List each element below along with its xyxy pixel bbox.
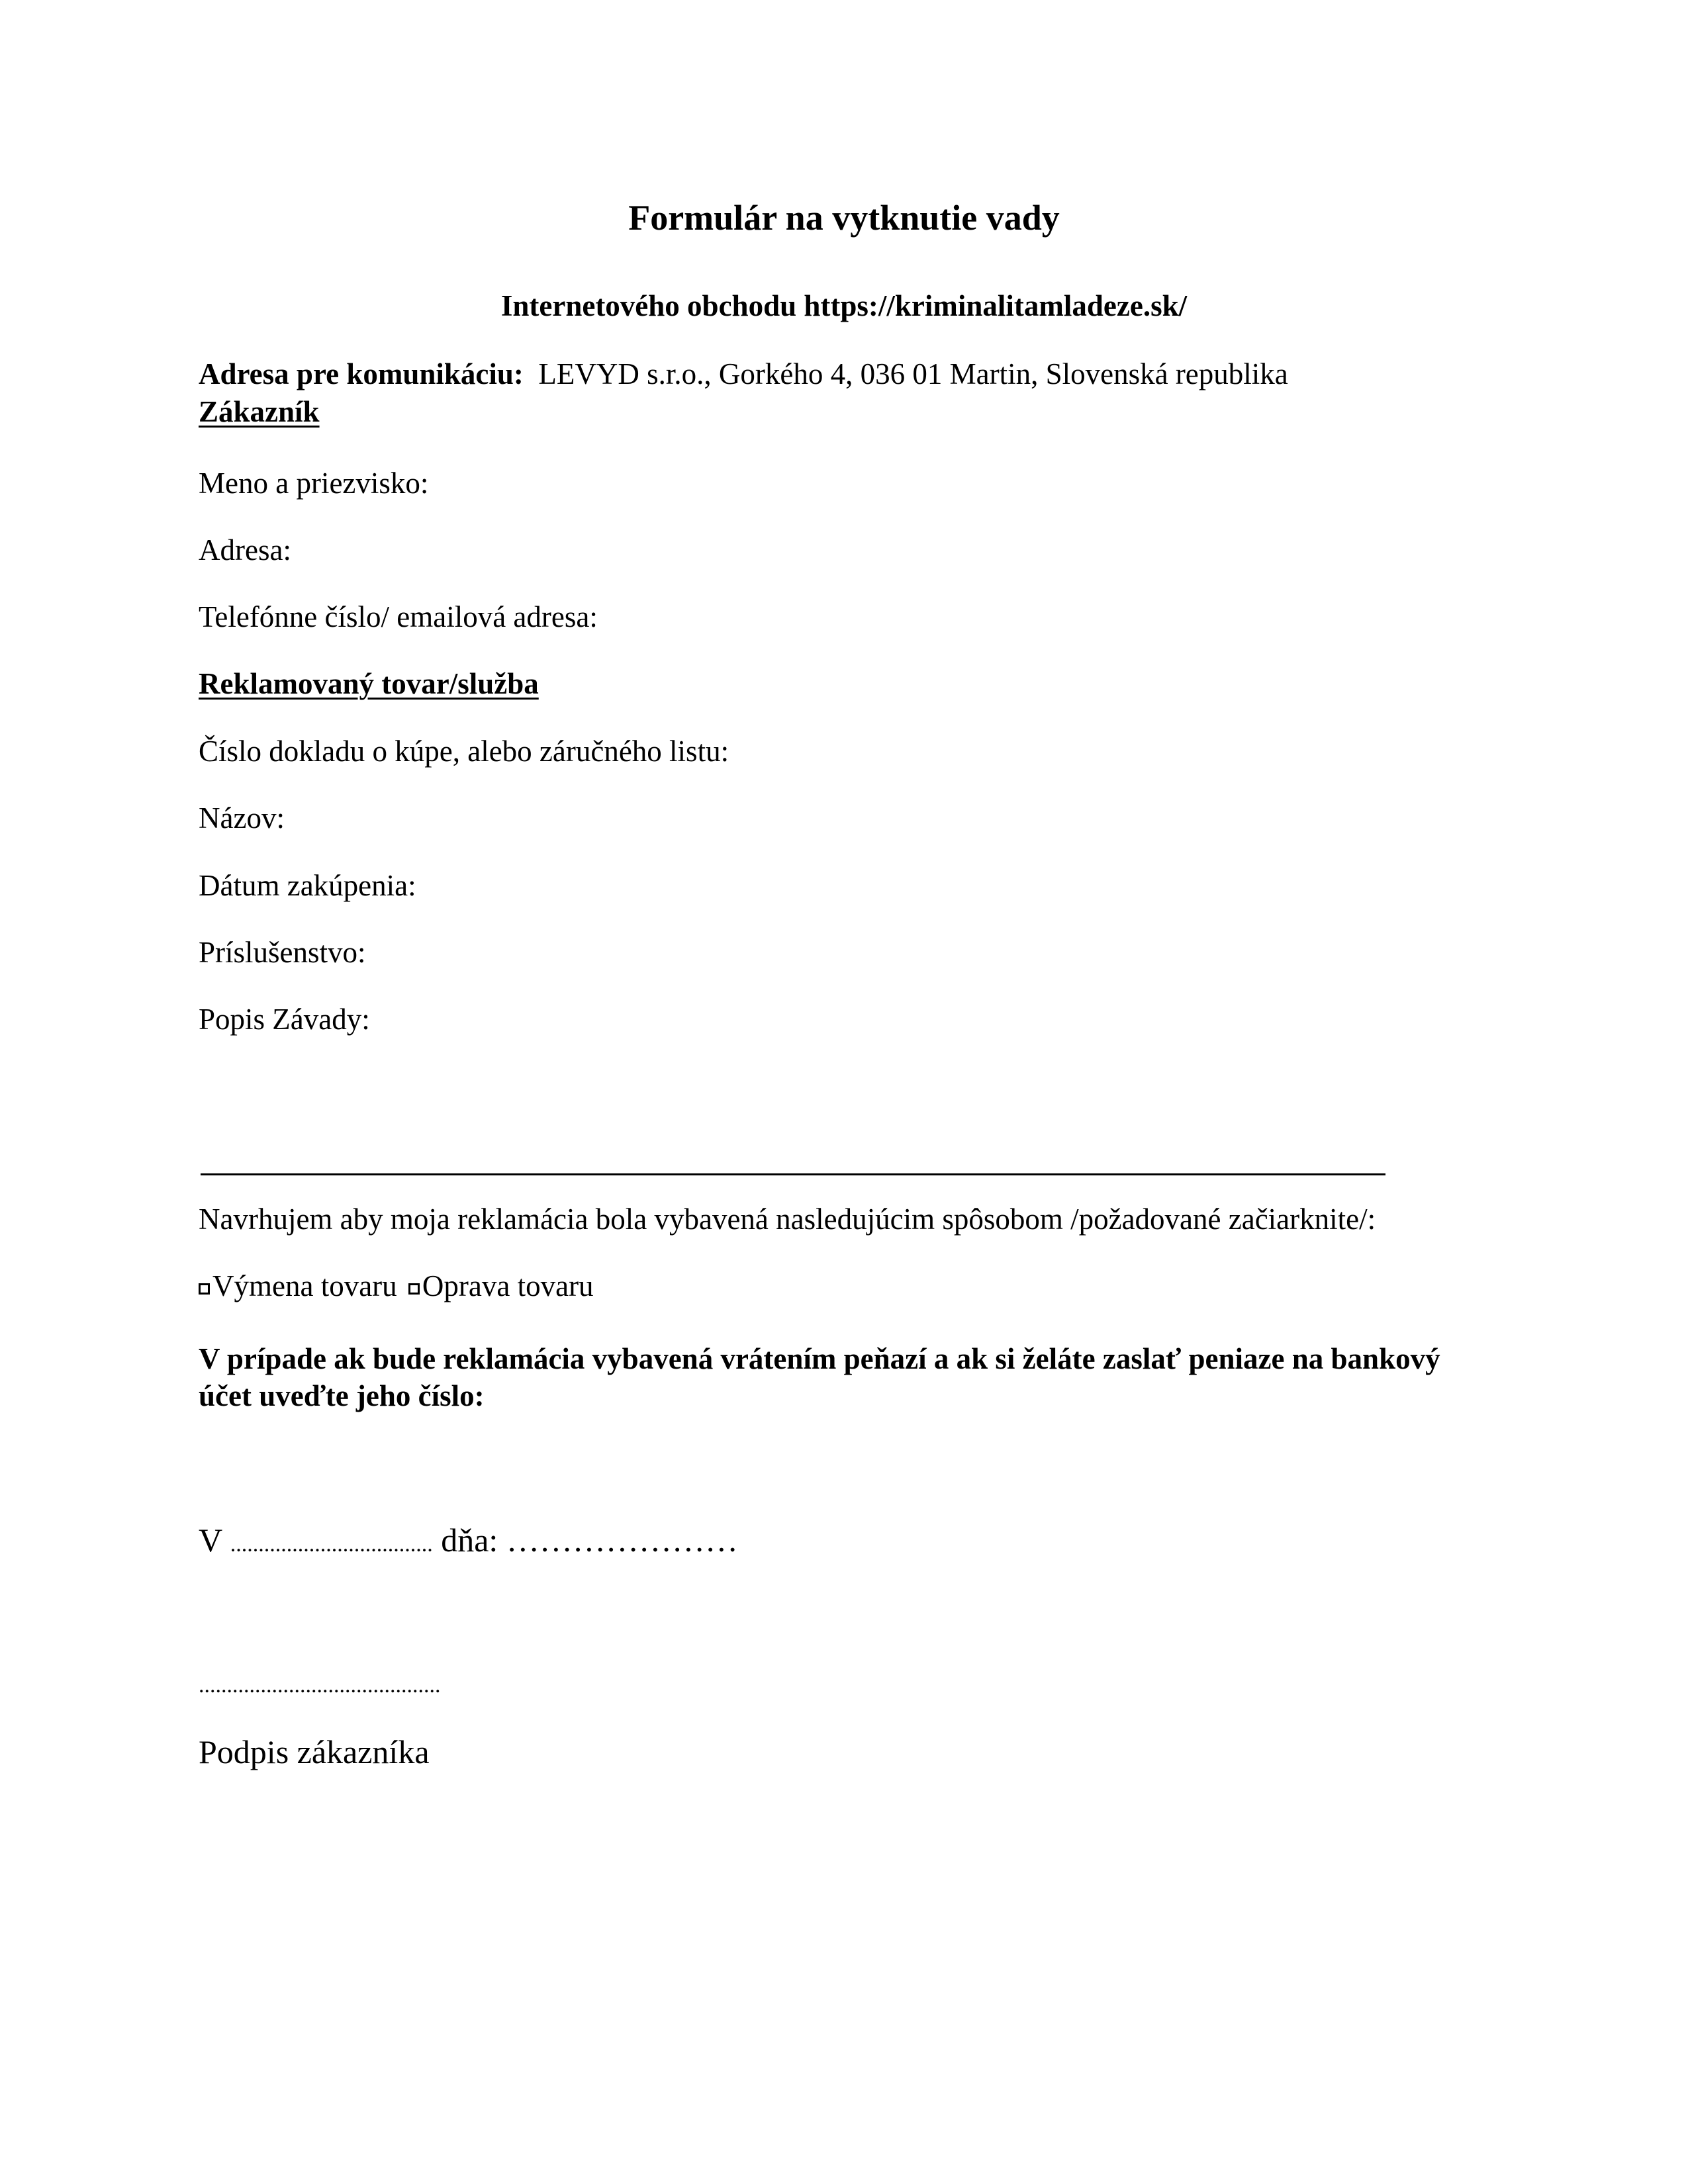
refund-note-line-1: V prípade ak bude reklamácia vybavená vrátením peňazí a ak si želáte zaslať peniaze na bankový (199, 1342, 1440, 1375)
field-receipt-number: Číslo dokladu o kúpe, alebo záručného listu: (199, 735, 729, 768)
date-dots: ………………… (506, 1522, 738, 1559)
address-line (199, 359, 1288, 389)
field-accessories: Príslušenstvo: (199, 936, 366, 969)
form-title: Formulár na vytknutie vady (628, 198, 1060, 238)
field-address: Adresa: (199, 533, 291, 567)
exchange-checkbox[interactable] (199, 1283, 210, 1295)
place-dots: .................................... (230, 1532, 433, 1557)
customer-heading: Zákazník (199, 395, 320, 428)
field-defect-description: Popis Závady: (199, 1003, 370, 1036)
product-heading: Reklamovaný tovar/služba (199, 667, 539, 700)
resolution-prompt: Navrhujem aby moja reklamácia bola vybavená nasledujúcim spôsobom /požadované začiarknite/: (199, 1203, 1376, 1236)
field-product-name: Názov: (199, 801, 285, 835)
place-date-line (199, 1524, 738, 1557)
address-value: LEVYD s.r.o., Gorkého 4, 036 01 Martin, Slovenská republika (538, 357, 1288, 390)
refund-note-line-2: účet uveďte jeho číslo: (199, 1379, 485, 1412)
field-name: Meno a priezvisko: (199, 467, 429, 500)
signature-dots: ........................................... (199, 1673, 441, 1698)
field-purchase-date: Dátum zakúpenia: (199, 869, 416, 902)
exchange-option-label: Výmena tovaru (212, 1269, 397, 1302)
repair-option-label: Oprava tovaru (422, 1269, 594, 1302)
place-prefix: V (199, 1522, 222, 1559)
date-label: dňa: (441, 1522, 498, 1559)
field-contact: Telefónne číslo/ emailová adresa: (199, 600, 598, 633)
address-label: Adresa pre komunikáciu: (199, 357, 524, 390)
repair-checkbox[interactable] (408, 1283, 420, 1295)
form-subtitle: Internetového obchodu https://kriminalitamladeze.sk/ (500, 289, 1188, 322)
defect-description-line (201, 1173, 1385, 1175)
signature-label: Podpis zákazníka (199, 1733, 430, 1770)
resolution-options (199, 1271, 594, 1301)
